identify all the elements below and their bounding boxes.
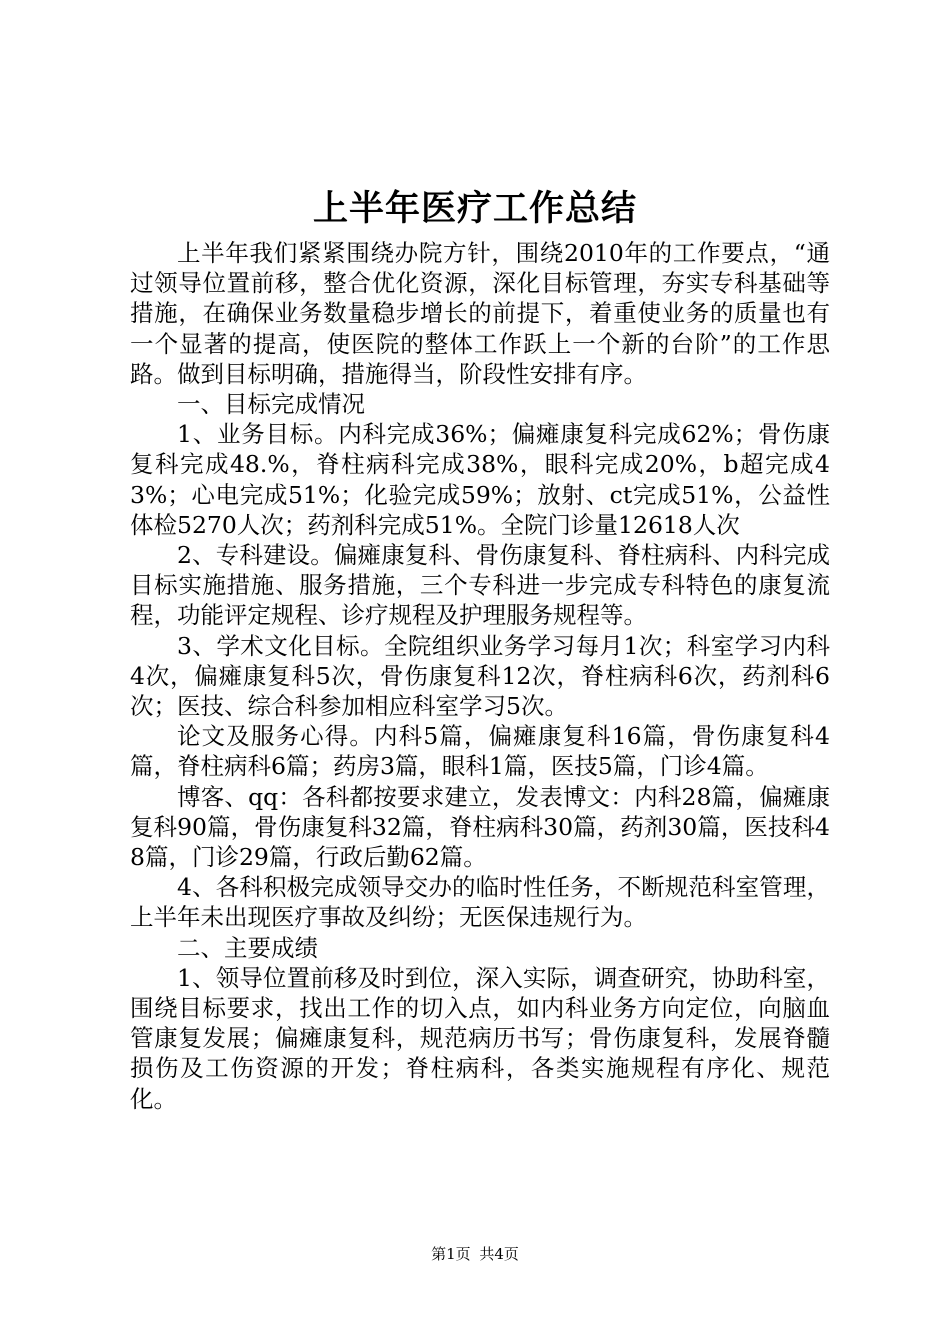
paragraph-temporary-tasks: 4、各科积极完成领导交办的临时性任务，不断规范科室管理，上半年未出现医疗事故及纠纷；无医保违规行为。 bbox=[130, 873, 830, 932]
page-number: 第1页 bbox=[431, 1245, 471, 1263]
document-body bbox=[130, 238, 830, 1114]
paragraph-blogs: 博客、qq：各科都按要求建立，发表博文：内科28篇，偏瘫康复科90篇，骨伤康复科32篇，脊柱病科30篇，药剂30篇，医技科48篇，门诊29篇，行政后勤62篇。 bbox=[130, 782, 830, 872]
paragraph-specialty-building: 2、专科建设。偏瘫康复科、骨伤康复科、脊柱病科、内科完成目标实施措施、服务措施，三个专科进一步完成专科特色的康复流程，功能评定规程、诊疗规程及护理服务规程等。 bbox=[130, 541, 830, 630]
section-heading-achievements: 二、主要成绩 bbox=[177, 933, 318, 962]
paragraph-academic-goals: 3、学术文化目标。全院组织业务学习每月1次；科室学习内科4次，偏瘫康复科5次，骨伤康复科12次，脊柱病科6次，药剂科6次；医技、综合科参加相应科室学习5次。 bbox=[130, 631, 830, 721]
section-heading-goals: 一、目标完成情况 bbox=[177, 390, 365, 419]
paragraph-business-goals: 1、业务目标。内科完成36%；偏瘫康复科完成62%；骨伤康复科完成48.%，脊柱病科完成38%，眼科完成20%，b超完成43%；心电完成51%；化验完成59%；放射、ct完成51%，公益性体检5270人次；药剂科完成51%。全院门诊量12618人次 bbox=[130, 420, 830, 539]
page-title: 上半年医疗工作总结 bbox=[312, 188, 637, 229]
page-footer bbox=[0, 1244, 950, 1264]
paragraph-leadership: 1、领导位置前移及时到位，深入实际，调查研究，协助科室，围绕目标要求，找出工作的切入点，如内科业务方向定位，向脑血管康复发展；偏瘫康复科，规范病历书写；骨伤康复科，发展脊髓损伤及工伤资源的开发；脊柱病科，各类实施规程有序化、规范化。 bbox=[130, 963, 830, 1113]
page-total: 共4页 bbox=[479, 1245, 519, 1263]
paragraph-papers: 论文及服务心得。内科5篇，偏瘫康复科16篇，骨伤康复科4篇，脊柱病科6篇；药房3篇，眼科1篇，医技5篇，门诊4篇。 bbox=[130, 722, 830, 781]
paragraph-intro: 上半年我们紧紧围绕办院方针，围绕2010年的工作要点，“通过领导位置前移，整合优化资源，深化目标管理，夯实专科基础等措施，在确保业务数量稳步增长的前提下，着重使业务的质量也有一个显著的提高，使医院的整体工作跃上一个新的台阶”的工作思路。做到目标明确，措施得当，阶段性安排有序。 bbox=[130, 239, 830, 388]
